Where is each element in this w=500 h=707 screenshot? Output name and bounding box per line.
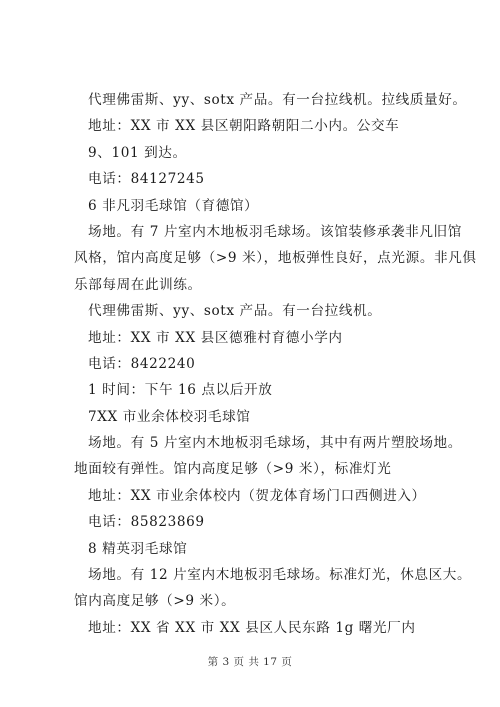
text-line: 地址：XX 市业余体校内（贺龙体育场门口西侧进入） <box>88 487 426 504</box>
text-line: 场地。有 12 片室内木地板羽毛球场。标准灯光，休息区大。 <box>88 567 472 584</box>
text-line: 风格，馆内高度足够（>9 米），地板弹性良好，点光源。非凡俱 <box>74 250 477 267</box>
text-line: 9、101 到达。 <box>88 144 187 161</box>
section-heading: 8 精英羽毛球馆 <box>88 540 188 557</box>
text-line: 地面较有弹性。馆内高度足够（>9 米），标准灯光 <box>74 461 392 478</box>
text-line: 电话：85823869 <box>88 514 205 531</box>
text-line: 地址：XX 市 XX 县区德雅村育德小学内 <box>88 329 343 346</box>
section-heading: 6 非凡羽毛球馆（育德馆） <box>88 197 259 214</box>
text-line: 代理佛雷斯、yy、sotx 产品。有一台拉线机。拉线质量好。 <box>88 92 467 108</box>
text-line: 电话：84127245 <box>88 171 205 188</box>
text-line: 电话：8422240 <box>88 355 196 372</box>
text-line: 代理佛雷斯、yy、sotx 产品。有一台拉线机。 <box>88 303 382 320</box>
text-line: 1 时间：下午 16 点以后开放 <box>88 382 273 399</box>
document-body <box>74 87 477 641</box>
text-line: 馆内高度足够（>9 米）。 <box>74 593 236 610</box>
text-line: 场地。有 7 片室内木地板羽毛球场。该馆装修承袭非凡旧馆 <box>88 223 462 240</box>
text-line: 乐部每周在此训练。 <box>74 276 202 293</box>
text-line: 地址：XX 市 XX 县区朝阳路朝阳二小内。公交车 <box>88 118 400 135</box>
text-line: 场地。有 5 片室内木地板羽毛球场，其中有两片塑胶场地。 <box>88 435 462 452</box>
page-number-footer: 第 3 页 共 17 页 <box>207 656 293 668</box>
text-line: 地址：XX 省 XX 市 XX 县区人民东路 1g 曙光厂内 <box>88 619 416 636</box>
section-heading: 7XX 市业余体校羽毛球馆 <box>88 408 251 425</box>
